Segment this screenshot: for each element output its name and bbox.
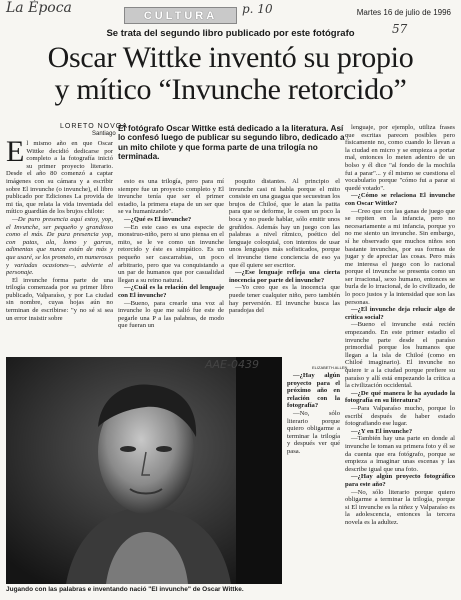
col1-paragraph-1: l mismo año en que Oscar Wittke decidió dedicarse por completo a la fotografía inició su primer proyecto literario. Desde el año 80 comenzó a captar imágenes con su cámara y a escribir sobre El invunche (o invunche), el libro publicado por Ediciones La provida de mi tía, que relata la vida inventada del mítico guardián de los brujos chilote: bbox=[6, 140, 113, 216]
col1-paragraph-3: El invunche forma parte de una trilogía comenzada por su primer libro publicado, Valparaíso, y por La ciudad sin nombre, cuyas hojas aún no terminan de escribirse: "y no sé si sea un error insistir sobre bbox=[6, 276, 113, 322]
handwritten-source: La Época bbox=[6, 0, 72, 16]
column-1 bbox=[6, 140, 113, 357]
handwritten-number: 57 bbox=[392, 22, 408, 36]
col5-paragraph-1: —No, sólo literario porque quiero obligarme a terminar la trilogía y después ver qué pasa. bbox=[287, 409, 340, 455]
col2-paragraph-1: esto es una trilogía, pero para mí siempre fue un proyecto completo y El invunche tenía que ser el primer estadio, la primera etapa de un ser que se va humanizando". bbox=[118, 178, 224, 216]
dateline: Martes 16 de julio de 1996 bbox=[356, 8, 451, 17]
col1-paragraph-2: —De puro presencia aquí estoy, yop, el Invunche, ser pequeño y grandioso como el más. De pura presencia yop, con patas, ala, lomo y garras, adimentas que nunca están de más y que usaré, se los prometo, en numerosas y variadas ocasiones—, advierte el personaje. bbox=[6, 215, 113, 277]
portrait-image bbox=[6, 357, 282, 584]
col2-paragraph-3: —Bueno, para crearle una voz al invunche lo que me salió fue este de pegarle una P a las palabras, de modo que fueran un bbox=[118, 299, 224, 330]
archive-stamp: AAE-0439 bbox=[205, 358, 259, 371]
col4-paragraph-5: —También hay una parte en donde al invunche le toman su primera foto y él se da cuenta que era fotógrafo, porque se empieza a imaginar unas escenas y las describe igual que una foto. bbox=[345, 435, 455, 473]
column-2 bbox=[118, 178, 224, 356]
column-4 bbox=[345, 124, 455, 560]
col3-paragraph-2: —Yo creo que es la inocencia que puede tener cualquier niño, pero también hay perversión. El invunche busca las paradojas del bbox=[229, 284, 340, 315]
col2-question-1: —¿Qué es El invunche? bbox=[124, 215, 192, 223]
lead-paragraph: El fotógrafo Oscar Wittke está dedicado a la literatura. Así lo confesó luego de publicar su segundo libro, dedicado a un mito chilote y que forma parte de una trilogía no terminada. bbox=[118, 124, 345, 162]
col4-question-1: —¿Cómo se relaciona El invunche con Oscar Wittke? bbox=[345, 192, 455, 207]
byline: LORETO NOVOA bbox=[60, 123, 128, 130]
col5-question-1: —¿Hay algún proyecto para el próximo año en relación con la fotografía? bbox=[287, 372, 340, 410]
col4-paragraph-1: lenguaje, por ejemplo, utiliza frases que escritas parecen posibles pero físicamente no, como cuando lo llevan a la ciudad en micro y se empieza a portar mal, entonces lo meten adentro de un bolso y él dice "al fondo de la mochila fui a parar"... y él mismo se cuestiona el vocabulario porque "cómo fui a parar si quedé votado". bbox=[345, 124, 455, 192]
col3-question-1: —¿Ese lenguaje refleja una cierta inocencia por parte del invunche? bbox=[229, 269, 340, 284]
byline-city: Santiago bbox=[92, 131, 116, 137]
section-label: CULTURA bbox=[143, 9, 218, 22]
col4-question-4: —¿Y en El invunche? bbox=[351, 427, 413, 435]
photo-caption: Jugando con las palabras e inventando nació "El invunche" de Oscar Wittke. bbox=[6, 586, 244, 593]
drop-cap: E bbox=[6, 140, 25, 168]
column-3 bbox=[229, 178, 340, 356]
portrait-photo bbox=[6, 357, 282, 584]
col4-paragraph-6: —No, sólo literario porque quiero obligarme a terminar la trilogía, porque si El invunche es la niñez y Valparaíso es la adolescencia, entonces la tercera novela es la adultez. bbox=[345, 488, 455, 526]
col4-question-3: —¿De qué manera le ha ayudado la fotografía en su literatura? bbox=[345, 389, 455, 405]
col2-question-2: —¿Cuál es la relación del lenguaje con El invunche? bbox=[118, 284, 224, 299]
col4-paragraph-4: —Para Valparaíso mucho, porque lo escribí después de haber estado fotografiando ese lugar. bbox=[345, 404, 455, 428]
column-5 bbox=[287, 372, 340, 582]
col4-paragraph-3: —Bueno el invunche está recién empezando. En este primer estadio el invunche parte desde el paraíso primordial porque los humanos que llegan a la isla de Chiloé (como en Chiloé imaginario). El invunche no quiere ir a la ciudad porque prefiere su paraíso y allí está empezando la crítica a la civilización occidental. bbox=[345, 321, 455, 390]
col3-paragraph-1: poquito distantes. Al principio el invunche casi ni habla porque el mito consiste en una guagua que secuestran los brujos de Chiloé, que le atan la patita para que se deforme, le cosen un poco la boca y no puede hablar, sólo emitir unos gruñidos. Además hay un juego con las palabras a nivel rítmico, poético del lenguaje coloquial, con intentos de usar unos lenguajes más sofisticados, porque el invunche tiene conciencia de eso ya que él quiere ser escritor. bbox=[229, 178, 340, 269]
col2-paragraph-2: —En este caso es una especie de monstruo-niño, pero si uno piensa en el mito, se le ve como un invunche retorcido y éste es simpático. Es un pequeño ser cascarrabias, un poco arbitrario, pero que va conquistando a un par de humanos que por casualidad llegan a su reino natural. bbox=[118, 223, 224, 284]
col4-paragraph-2: —Creo que con las ganas de juego que se repiten en la infancia, pero no necesariamente a mi infancia, porque yo no me siento un invunche. Sin embargo, sí he observado que muchos niños son bastante invunches, por sus formas de jugar y de apreciar las cosas. Pero más me interesa el juego con lo racional porque el invunche se presenta como un ser irracional, sexo humano, entonces se burla de lo irracional, de lo civilizado, de lo poco justos y la intensidad que son las personas. bbox=[345, 207, 455, 306]
handwritten-page: p. 10 bbox=[242, 2, 273, 16]
photo-credit: ELIZABETH ALLEN bbox=[312, 365, 348, 370]
kicker: Se trata del segundo libro publicado por este fotógrafo bbox=[106, 28, 355, 39]
col4-question-5: —¿Hay algún proyecto fotográfico para este año? bbox=[345, 473, 455, 488]
headline-line-2: y mítico “Invunche retorcido” bbox=[54, 73, 407, 106]
headline-line-1: Oscar Wittke inventó su propio bbox=[47, 41, 414, 74]
headline bbox=[0, 42, 461, 106]
section-header bbox=[124, 7, 237, 24]
col4-question-2: —¿El invunche deja relucir algo de crítica social? bbox=[345, 306, 455, 321]
